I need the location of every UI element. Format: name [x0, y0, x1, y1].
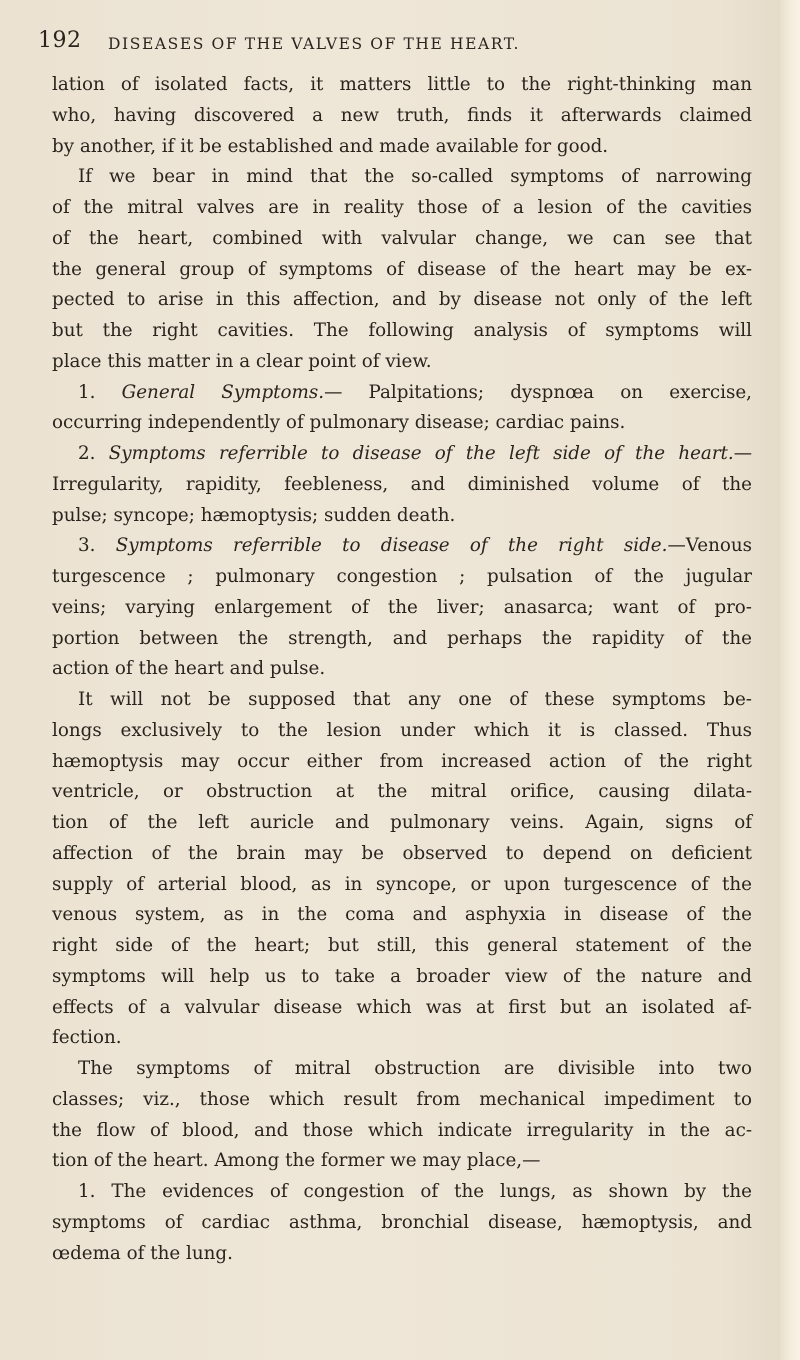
page-edge: [780, 0, 800, 1360]
page-body: [52, 70, 752, 1269]
text-line: lation of isolated facts, it matters little to the right-thinking man: [52, 74, 752, 95]
text-line: effects of a valvular disease which was at first but an isolated af-: [52, 996, 752, 1018]
text-line: The symptoms of mitral obstruction are divisible into two: [78, 1058, 752, 1079]
text-line: 1. The evidences of congestion of the lungs, as shown by the: [78, 1181, 752, 1202]
text-line: place this matter in a clear point of view.: [52, 350, 432, 372]
text-line: by another, if it be established and made available for good.: [52, 135, 609, 157]
item-number: 3.: [78, 535, 96, 557]
list-item-general-symptoms: [52, 378, 752, 409]
page-header: [38, 28, 758, 58]
text-line: affection of the brain may be observed to depend on deficient: [52, 842, 752, 864]
text-line: œdema of the lung.: [52, 1242, 233, 1264]
text-line: portion between the strength, and perhaps the rapidity of the: [52, 627, 752, 649]
running-head: DISEASES OF THE VALVES OF THE HEART.: [108, 35, 520, 53]
item-number: 1.: [78, 381, 96, 403]
text-line: If we bear in mind that the so-called symptoms of narrowing: [78, 166, 752, 188]
text-line: of the mitral valves are in reality those of a lesion of the cavities: [52, 197, 752, 218]
text-line: of the heart, combined with valvular change, we can see that: [52, 227, 752, 249]
item-heading: General Symptoms.: [121, 381, 325, 403]
text-line: ventricle, or obstruction at the mitral orifice, causing dilata-: [52, 781, 752, 803]
text-line: right side of the heart; but still, this general statement of the: [52, 935, 752, 956]
text-line: classes; viz., those which result from mechanical impediment to: [52, 1088, 752, 1110]
text-line: occurring independently of pulmonary disease; cardiac pains.: [52, 412, 626, 434]
list-item-left-side: [52, 439, 752, 470]
item-text: — Palpitations; dyspnœa on exercise,: [324, 381, 752, 403]
list-item-right-side: [52, 531, 752, 562]
text-line: the general group of symptoms of disease of the heart may be ex-: [52, 258, 752, 280]
text-line: turgescence ; pulmonary congestion ; pulsation of the jugular: [52, 566, 752, 587]
text-line: It will not be supposed that any one of these symptoms be-: [78, 689, 752, 710]
text-line: longs exclusively to the lesion under which it is classed. Thus: [52, 719, 752, 741]
item-heading: Symptoms referrible to disease of the left side of the heart.: [108, 443, 734, 464]
text-line: but the right cavities. The following analysis of symptoms will: [52, 320, 752, 341]
text-line: hæmoptysis may occur either from increased action of the right: [52, 750, 752, 772]
text-line: fection.: [52, 1027, 122, 1049]
item-text: —Venous: [667, 535, 753, 557]
item-number: 2.: [78, 443, 96, 464]
text-line: the flow of blood, and those which indicate irregularity in the ac-: [52, 1119, 752, 1141]
item-heading: Symptoms referrible to disease of the right side.: [115, 535, 668, 557]
text-line: veins; varying enlargement of the liver; anasarca; want of pro-: [52, 596, 752, 618]
text-line: symptoms of cardiac asthma, bronchial disease, hæmoptysis, and: [52, 1211, 752, 1233]
text-line: symptoms will help us to take a broader view of the nature and: [52, 965, 752, 987]
text-line: pulse; syncope; hæmoptysis; sudden death.: [52, 504, 456, 526]
text-line: Irregularity, rapidity, feebleness, and diminished volume of the: [52, 473, 752, 495]
text-line: venous system, as in the coma and asphyxia in disease of the: [52, 904, 752, 926]
text-line: action of the heart and pulse.: [52, 658, 326, 680]
text-line: tion of the heart. Among the former we may place,—: [52, 1150, 541, 1172]
page-number: 192: [38, 28, 82, 53]
text-line: pected to arise in this affection, and by disease not only of the left: [52, 289, 752, 311]
item-text: —: [733, 443, 752, 464]
text-line: supply of arterial blood, as in syncope, or upon turgescence of the: [52, 873, 752, 895]
text-line: who, having discovered a new truth, finds it afterwards claimed: [52, 104, 752, 126]
text-line: tion of the left auricle and pulmonary veins. Again, signs of: [52, 812, 752, 833]
